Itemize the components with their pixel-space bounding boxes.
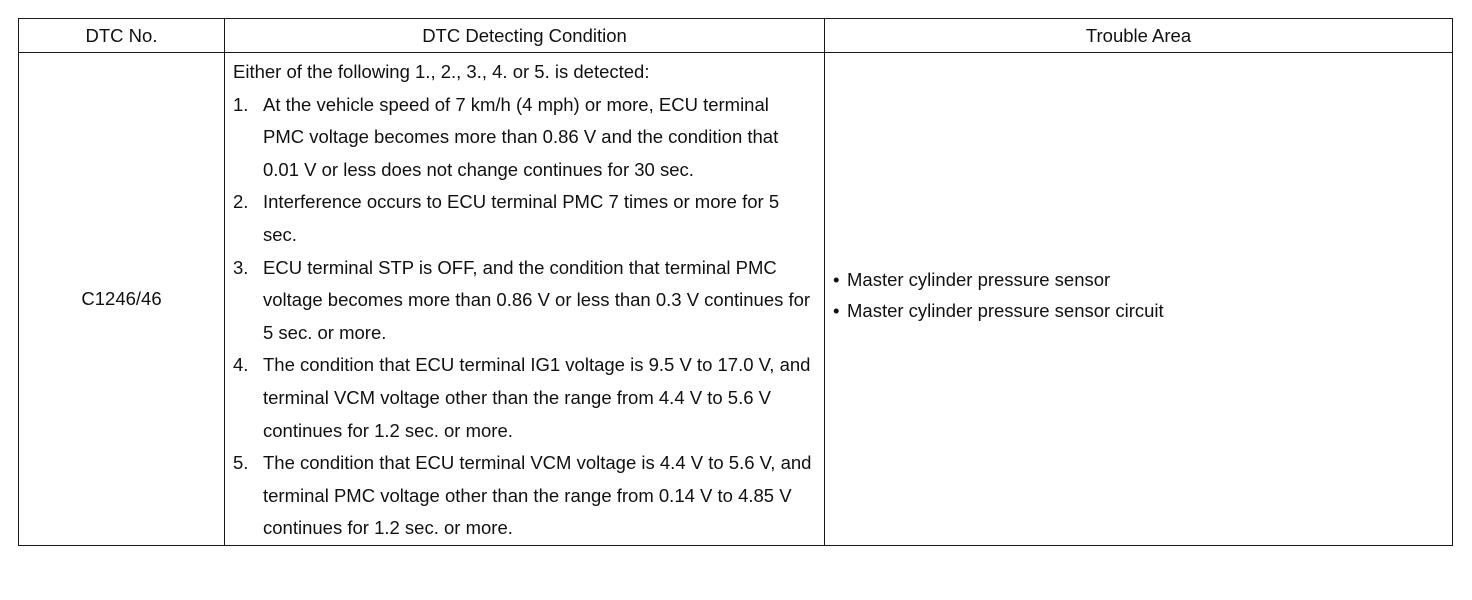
bullet-icon: • <box>833 268 840 290</box>
trouble-area-list <box>825 264 1452 334</box>
trouble-area-text: Master cylinder pressure sensor circuit <box>847 299 1164 321</box>
condition-cell <box>225 53 825 546</box>
condition-number: 3. <box>233 256 249 278</box>
condition-item-4 <box>233 349 814 447</box>
table-row <box>19 53 1453 546</box>
condition-item-2 <box>233 186 814 251</box>
condition-item-1 <box>233 89 814 187</box>
bullet-icon: • <box>833 299 840 321</box>
trouble-area-item-1 <box>833 264 1452 295</box>
condition-text: The condition that ECU terminal VCM voltage is 4.4 V to 5.6 V, and terminal PMC voltage other than the range from 0.14 V to 4.85 V continues for 1.2 sec. or more. <box>263 452 812 539</box>
condition-item-3 <box>233 252 814 350</box>
trouble-area-item-2 <box>833 295 1452 326</box>
header-detecting-condition: DTC Detecting Condition <box>225 19 825 53</box>
condition-text: At the vehicle speed of 7 km/h (4 mph) or more, ECU terminal PMC voltage becomes more than 0.86 V and the condition that 0.01 V or less does not change continues for 30 sec. <box>263 93 779 180</box>
condition-number: 5. <box>233 452 249 474</box>
dtc-table <box>18 18 1453 546</box>
header-dtc-no: DTC No. <box>19 19 225 53</box>
condition-text: The condition that ECU terminal IG1 voltage is 9.5 V to 17.0 V, and terminal VCM voltage other than the range from 4.4 V to 5.6 V continues for 1.2 sec. or more. <box>263 354 811 441</box>
condition-text: Interference occurs to ECU terminal PMC 7 times or more for 5 sec. <box>263 191 780 245</box>
condition-number: 4. <box>233 354 249 376</box>
condition-number: 2. <box>233 191 249 213</box>
condition-number: 1. <box>233 93 249 115</box>
trouble-area-cell <box>825 53 1453 546</box>
dtc-code-cell: C1246/46 <box>19 53 225 546</box>
condition-intro: Either of the following 1., 2., 3., 4. or 5. is detected: <box>233 61 650 82</box>
table-header <box>19 19 1453 53</box>
table-body <box>19 53 1453 546</box>
header-row <box>19 19 1453 53</box>
condition-item-5 <box>233 447 814 545</box>
trouble-area-text: Master cylinder pressure sensor <box>847 268 1111 290</box>
condition-text: ECU terminal STP is OFF, and the condition that terminal PMC voltage becomes more than 0.86 V or less than 0.3 V continues for 5 sec. or more. <box>263 256 811 343</box>
header-trouble-area: Trouble Area <box>825 19 1453 53</box>
condition-content <box>225 53 824 545</box>
condition-list <box>233 89 814 545</box>
